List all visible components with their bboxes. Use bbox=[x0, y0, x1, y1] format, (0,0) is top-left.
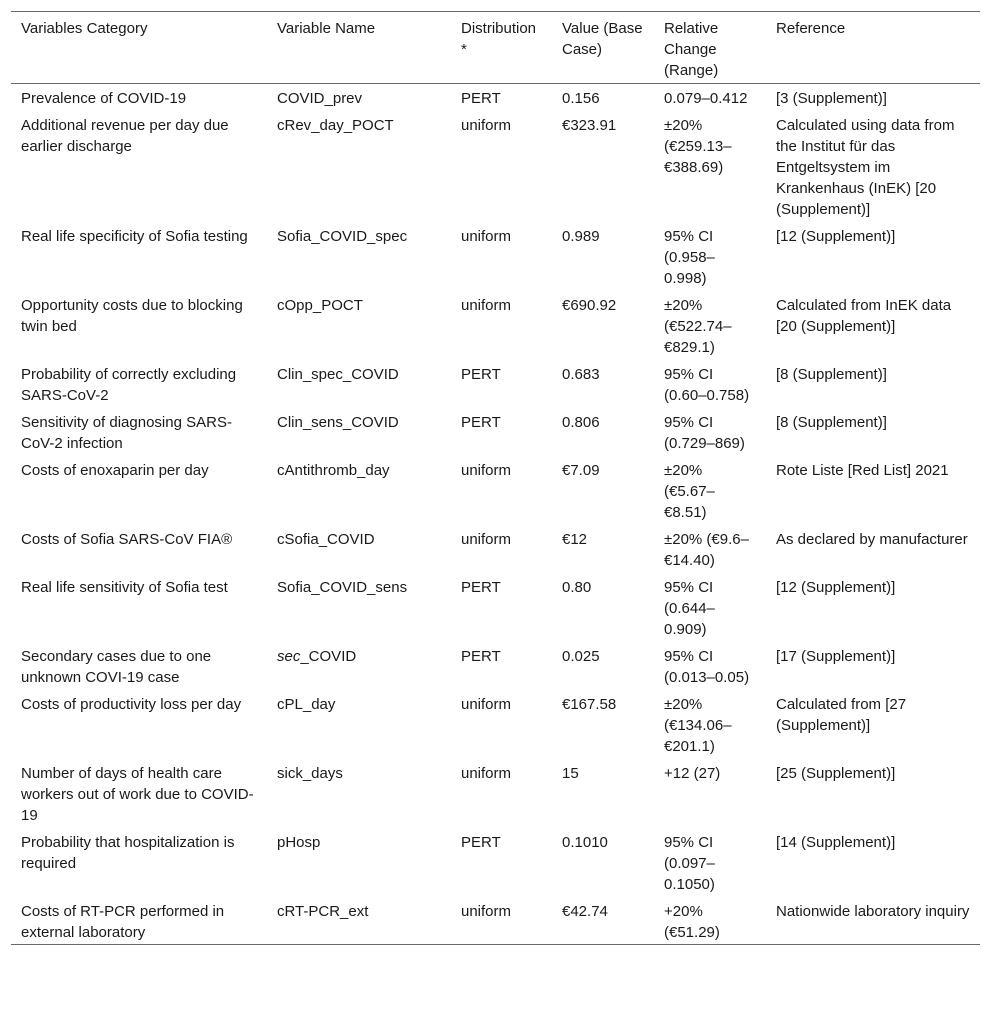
cell-category: Real life sensitivity of Sofia test bbox=[21, 579, 228, 596]
variable-name-text: sick_days bbox=[277, 765, 343, 782]
cell-category: Costs of Sofia SARS-CoV FIA® bbox=[21, 531, 233, 548]
table-row bbox=[11, 758, 980, 827]
cell-distribution: uniform bbox=[461, 765, 512, 782]
cell-category: Costs of enoxaparin per day bbox=[21, 462, 209, 479]
cell-reference: [12 (Supplement)] bbox=[776, 228, 896, 245]
cell-variable-name bbox=[267, 455, 451, 524]
cell-reference: [8 (Supplement)] bbox=[776, 414, 887, 431]
cell-distribution: uniform bbox=[461, 462, 512, 479]
table-header-row bbox=[11, 12, 980, 84]
cell-distribution: uniform bbox=[461, 297, 512, 314]
header-variables-category: Variables Category bbox=[11, 12, 267, 84]
variable-name-text: cRT-PCR_ext bbox=[277, 903, 369, 920]
table-row bbox=[11, 572, 980, 641]
variable-name-text: Clin_sens_COVID bbox=[277, 414, 399, 431]
cell-distribution: PERT bbox=[461, 90, 501, 107]
cell-distribution: PERT bbox=[461, 414, 501, 431]
table-row bbox=[11, 455, 980, 524]
variable-name-text: cSofia_COVID bbox=[277, 531, 375, 548]
cell-relative-change: ±20% (€259.13–€388.69) bbox=[664, 117, 732, 176]
variable-name-text: cPL_day bbox=[277, 696, 336, 713]
table-row bbox=[11, 290, 980, 359]
cell-distribution: uniform bbox=[461, 903, 512, 920]
cell-distribution: uniform bbox=[461, 696, 512, 713]
cell-variable-name bbox=[267, 572, 451, 641]
cell-category: Probability of correctly excluding SARS-CoV-2 bbox=[21, 366, 237, 404]
cell-relative-change: 95% CI (0.097–0.1050) bbox=[664, 834, 715, 893]
cell-variable-name bbox=[267, 221, 451, 290]
cell-category: Opportunity costs due to blocking twin bed bbox=[21, 297, 243, 335]
cell-relative-change: 95% CI (0.013–0.05) bbox=[664, 648, 750, 686]
cell-variable-name bbox=[267, 758, 451, 827]
cell-relative-change: ±20% (€5.67–€8.51) bbox=[664, 462, 715, 521]
cell-variable-name bbox=[267, 290, 451, 359]
table-row bbox=[11, 689, 980, 758]
table-row bbox=[11, 827, 980, 896]
header-variable-name: Variable Name bbox=[267, 12, 451, 84]
cell-relative-change: ±20% (€134.06–€201.1) bbox=[664, 696, 732, 755]
cell-value: €12 bbox=[562, 531, 588, 548]
cell-distribution: uniform bbox=[461, 228, 512, 245]
cell-distribution: uniform bbox=[461, 117, 512, 134]
cell-relative-change: 95% CI (0.958–0.998) bbox=[664, 228, 715, 287]
variable-name-text: Clin_spec_COVID bbox=[277, 366, 399, 383]
cell-relative-change: 95% CI (0.60–0.758) bbox=[664, 366, 750, 404]
cell-variable-name bbox=[267, 407, 451, 455]
variable-name-text: cOpp_POCT bbox=[277, 297, 363, 314]
cell-category: Secondary cases due to one unknown COVI-19 case bbox=[21, 648, 212, 686]
cell-variable-name bbox=[267, 689, 451, 758]
variable-name-text: Sofia_COVID_spec bbox=[277, 228, 408, 245]
cell-value: €323.91 bbox=[562, 117, 617, 134]
cell-value: €167.58 bbox=[562, 696, 617, 713]
cell-variable-name bbox=[267, 84, 451, 111]
cell-value: 0.683 bbox=[562, 366, 600, 383]
cell-distribution: PERT bbox=[461, 834, 501, 851]
variable-name-text: cAntithromb_day bbox=[277, 462, 390, 479]
variable-name-text: Sofia_COVID_sens bbox=[277, 579, 408, 596]
cell-relative-change: +20% (€51.29) bbox=[664, 903, 720, 941]
cell-variable-name bbox=[267, 524, 451, 572]
cell-value: 15 bbox=[562, 765, 579, 782]
cell-relative-change: ±20% (€522.74–€829.1) bbox=[664, 297, 732, 356]
cell-category: Sensitivity of diagnosing SARS-CoV-2 infection bbox=[21, 414, 232, 452]
cell-reference: [14 (Supplement)] bbox=[776, 834, 896, 851]
cell-reference: [17 (Supplement)] bbox=[776, 648, 896, 665]
cell-category: Additional revenue per day due earlier discharge bbox=[21, 117, 229, 155]
cell-distribution: PERT bbox=[461, 579, 501, 596]
cell-distribution: PERT bbox=[461, 648, 501, 665]
table-row bbox=[11, 641, 980, 689]
variable-name-text: COVID_prev bbox=[277, 90, 363, 107]
parameter-table bbox=[11, 11, 980, 945]
cell-value: €42.74 bbox=[562, 903, 608, 920]
cell-relative-change: ±20% (€9.6–€14.40) bbox=[664, 531, 749, 569]
variable-name-text: cRev_day_POCT bbox=[277, 117, 394, 134]
variable-name-text: pHosp bbox=[277, 834, 321, 851]
variable-name-text: _COVID bbox=[300, 648, 357, 665]
cell-value: 0.025 bbox=[562, 648, 600, 665]
cell-reference: Calculated using data from the Institut für das Entgeltsystem im Krankenhaus (InEK) [20 (Supplement)] bbox=[776, 117, 955, 218]
cell-relative-change: 95% CI (0.729–869) bbox=[664, 414, 745, 452]
cell-category: Probability that hospitalization is required bbox=[21, 834, 235, 872]
cell-variable-name bbox=[267, 359, 451, 407]
cell-category: Costs of RT-PCR performed in external laboratory bbox=[21, 903, 225, 941]
table-row bbox=[11, 110, 980, 221]
header-distribution: Distribution * bbox=[451, 12, 552, 84]
cell-category: Number of days of health care workers out of work due to COVID-19 bbox=[21, 765, 254, 824]
cell-value: 0.1010 bbox=[562, 834, 608, 851]
cell-distribution: uniform bbox=[461, 531, 512, 548]
cell-reference: [25 (Supplement)] bbox=[776, 765, 896, 782]
cell-value: €690.92 bbox=[562, 297, 617, 314]
table-row bbox=[11, 407, 980, 455]
cell-distribution: PERT bbox=[461, 366, 501, 383]
table-row bbox=[11, 359, 980, 407]
cell-variable-name bbox=[267, 641, 451, 689]
header-relative-change: Relative Change (Range) bbox=[654, 12, 766, 84]
table-row bbox=[11, 221, 980, 290]
cell-value: 0.806 bbox=[562, 414, 600, 431]
cell-relative-change: 0.079–0.412 bbox=[664, 90, 748, 107]
cell-category: Costs of productivity loss per day bbox=[21, 696, 242, 713]
variable-name-prefix: sec bbox=[277, 648, 301, 665]
cell-category: Real life specificity of Sofia testing bbox=[21, 228, 248, 245]
cell-variable-name bbox=[267, 110, 451, 221]
header-reference: Reference bbox=[766, 12, 980, 84]
cell-value: €7.09 bbox=[562, 462, 600, 479]
table-row bbox=[11, 896, 980, 945]
cell-relative-change: 95% CI (0.644–0.909) bbox=[664, 579, 715, 638]
cell-reference: Calculated from InEK data [20 (Supplement)] bbox=[776, 297, 952, 335]
table-row bbox=[11, 524, 980, 572]
cell-reference: As declared by manufacturer bbox=[776, 531, 968, 548]
cell-reference: Nationwide laboratory inquiry bbox=[776, 903, 970, 920]
cell-value: 0.989 bbox=[562, 228, 600, 245]
cell-variable-name bbox=[267, 827, 451, 896]
cell-value: 0.156 bbox=[562, 90, 600, 107]
cell-variable-name bbox=[267, 896, 451, 945]
cell-reference: Rote Liste [Red List] 2021 bbox=[776, 462, 949, 479]
cell-value: 0.80 bbox=[562, 579, 592, 596]
cell-reference: [3 (Supplement)] bbox=[776, 90, 887, 107]
header-value: Value (Base Case) bbox=[552, 12, 654, 84]
table-row bbox=[11, 84, 980, 111]
cell-reference: Calculated from [27 (Supplement)] bbox=[776, 696, 907, 734]
cell-relative-change: +12 (27) bbox=[664, 765, 721, 782]
cell-category: Prevalence of COVID-19 bbox=[21, 90, 187, 107]
cell-reference: [12 (Supplement)] bbox=[776, 579, 896, 596]
cell-reference: [8 (Supplement)] bbox=[776, 366, 887, 383]
